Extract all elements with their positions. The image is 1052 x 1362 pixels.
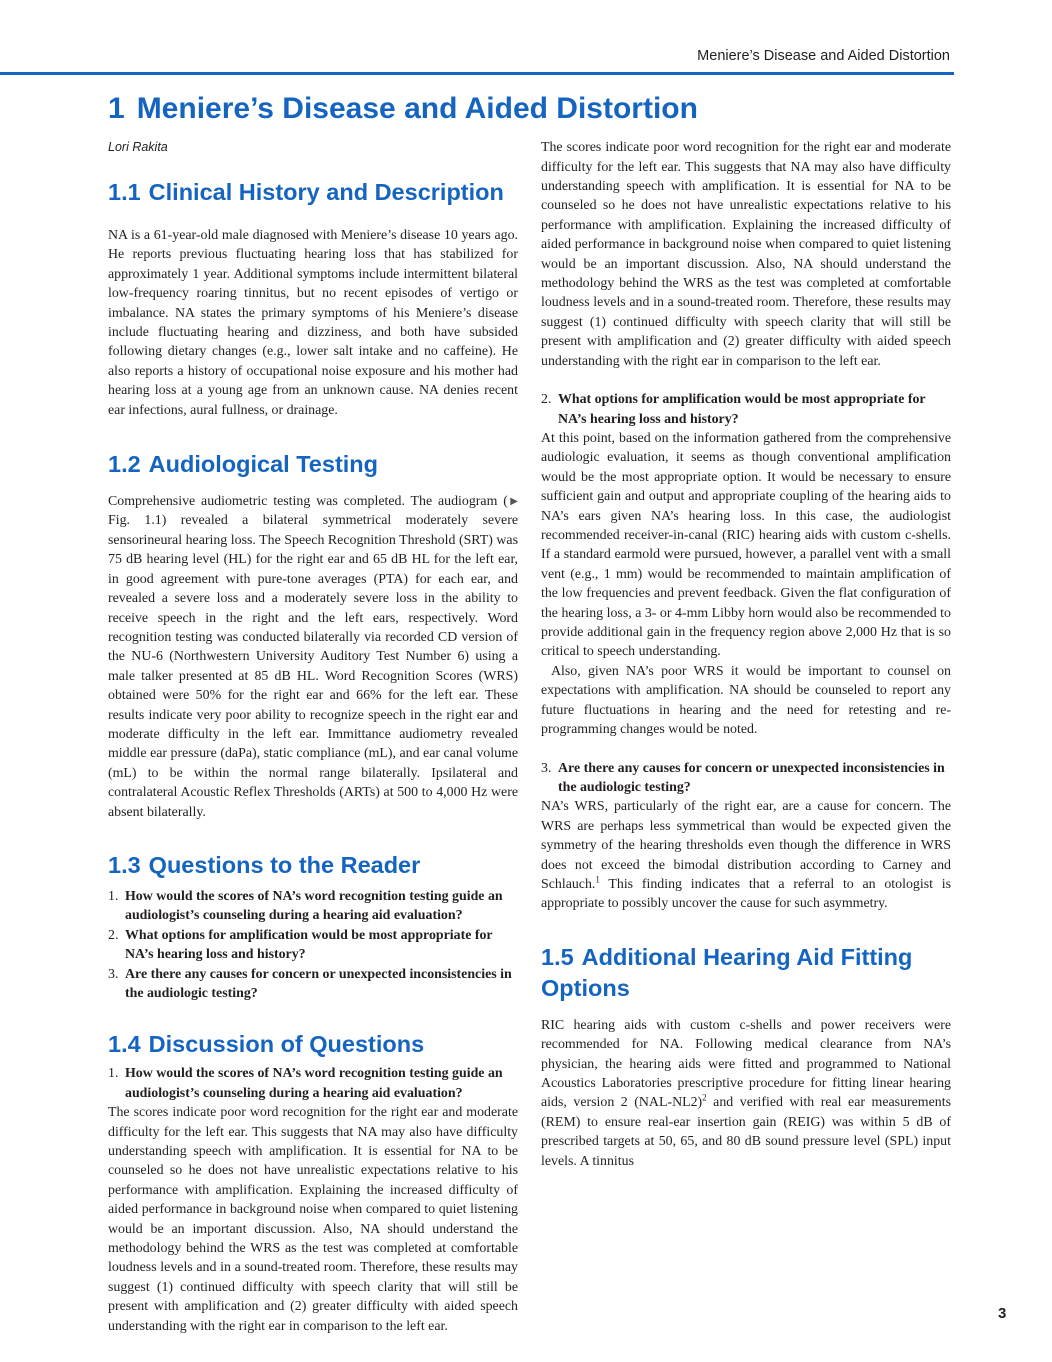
author: Lori Rakita: [108, 140, 168, 154]
paragraph-audiological-testing: [108, 492, 518, 822]
figure-reference[interactable]: Fig. 1.1: [108, 513, 162, 529]
left-column: [108, 177, 518, 1334]
section-title: Additional Hearing Aid Fitting Options: [541, 943, 913, 1001]
answer-1-continuation: [541, 140, 951, 371]
question-item: [108, 965, 518, 1004]
section-title: Questions to the Reader: [148, 851, 421, 878]
figure-link-arrow-icon: ▶: [507, 496, 518, 508]
page-number: 3: [998, 1305, 1007, 1322]
chapter-title-text: Meniere’s Disease and Aided Distortion: [136, 92, 698, 125]
answer-2-paragraph-1: At this point, based on the information gathered from the comprehensive audiologic evaluation, it seems as though conventional amplification would be the most appropriate option. It would be necessary to ensure sufficient gain and output and appropriate coupling of the hearing aids to NA’s ears given NA’s hearing loss. In this case, the audiologist recommended receiver-in-canal (RIC) hearing aids with custom c-shells. If a standard earmold were pursued, however, a parallel vent with a small vent (e.g., 1 mm) would be recommended to maintain amplification of the low frequencies and prevent feedback. Given the flat configuration of the hearing loss, a 3- or 4-mm Libby horn would also be recommended to provide additional gain in the frequency region above 2,000 Hz that is so critical to speech understanding.: [541, 431, 951, 660]
paragraph-text: Comprehensive audiometric testing was completed. The audiogram (: [108, 494, 508, 510]
question-item: [541, 759, 951, 798]
answer-2-paragraph-2: Also, given NA’s poor WRS it would be important to counsel on expectations with amplification. NA should be counseled to report any future fluctuations in hearing and the need for retesting and re-programming changes would be noted.: [541, 663, 951, 738]
question-number: 2.: [108, 927, 119, 943]
header-rule: [0, 72, 954, 75]
chapter-title: [108, 92, 698, 126]
section-number: 1.4: [108, 1031, 141, 1058]
question-number: 3.: [108, 966, 119, 982]
section-number: 1.1: [108, 179, 141, 205]
paragraph-text: and verified with real ear measurements (REM) to ensure real-ear insertion gain (REIG) was within 5 dB of prescribed targets at 50, 65, and 80 dB sound pressure level (SPL) input levels. A tinnitus: [541, 1095, 951, 1169]
question-number: 1.: [108, 1066, 119, 1082]
answer-3: [541, 797, 951, 913]
answer-1: The scores indicate poor word recognition for the right ear and moderate difficulty for the left ear. This suggests that NA may also have difficulty understanding speech with amplification. It is essential for NA to be counseled so he does not have unrealistic expectations relative to his performance with amplification. Explaining the increased difficulty of aided performance in background noise when compared to quiet listening would be an important discussion. Also, NA should understand the methodology behind the WRS as the test was completed at comfortable loudness levels and in a sound-treated room. Therefore, these results may suggest (1) continued difficulty with speech clarity that will still be present with amplification and (2) greater difficulty with aided speech understanding with the right ear in comparison to the left ear.: [108, 1105, 518, 1334]
section-title: Clinical History and Description: [148, 179, 504, 205]
paragraph-text: NA’s WRS, particularly of the right ear, are a cause for concern. The WRS are perhaps less symmetrical than would be expected given the symmetry of the hearing thresholds even though the difference in WRS does not exceed the bimodal distribution according to Carney and Schlauch.: [541, 799, 951, 892]
paragraph-text: This finding indicates that a referral to an otologist is appropriate to possibly uncover the cause for such asymmetry.: [541, 876, 951, 912]
section-heading-1-4: [108, 1029, 518, 1060]
question-text: Are there any causes for concern or unexpected inconsistencies in the audiologic testing?: [125, 966, 512, 1001]
discussion-question-2: [541, 390, 951, 429]
question-number: 3.: [541, 760, 552, 776]
section-heading-1-1: [108, 177, 518, 208]
question-item: [108, 1064, 518, 1103]
question-number: 1.: [108, 888, 119, 904]
section-heading-1-5: [541, 942, 951, 1004]
section-heading-1-3: [108, 850, 518, 881]
question-list: [108, 887, 518, 1003]
question-text: What options for amplification would be most appropriate for NA’s hearing loss and history?: [125, 927, 493, 963]
discussion-question-1: [108, 1064, 518, 1103]
question-text: What options for amplification would be most appropriate for NA’s hearing loss and history?: [558, 392, 926, 427]
paragraph-text: ) revealed a bilateral symmetrical moderately severe sensorineural hearing loss. The Speech Recognition Threshold (SRT) was 75 dB hearing level (HL) for the right ear and 65 dB HL for the left ear, in good agreement with pure-tone averages (PTA) for each ear, and revealed a severe loss and a moderately severe loss in the ability to receive speech in the right and the left ears, respectively. Word recognition testing was conducted bilaterally via recorded CD version of the NU-6 (Northwestern University Auditory Test Number 6) using a male talker presented at 85 dB HL. Word Recognition Scores (WRS) obtained were 50% for the right ear and 66% for the left ear. These results indicate very poor ability to recognize speech in the right ear and moderate difficulty in the left ear. Immittance audiometry revealed middle ear pressure (daPa), static compliance (mL), and ear canal volume (mL) to be within the normal range bilaterally. Ipsilateral and contralateral Acoustic Reflex Thresholds (ARTs) at 500 to 4,000 Hz were absent bilaterally.: [108, 513, 518, 820]
question-item: [108, 887, 518, 926]
running-head: Meniere’s Disease and Aided Distortion: [697, 48, 950, 64]
section-heading-1-2: [108, 449, 518, 480]
question-text: Are there any causes for concern or unexpected inconsistencies in the audiologic testing?: [558, 760, 945, 795]
section-number: 1.2: [108, 451, 141, 478]
right-column: [541, 140, 951, 1171]
citation-superscript[interactable]: 1: [595, 874, 600, 885]
section-title: Discussion of Questions: [148, 1031, 425, 1058]
question-item: [108, 926, 518, 965]
discussion-question-3: [541, 759, 951, 798]
chapter-number: 1: [108, 92, 125, 125]
question-text: How would the scores of NA’s word recognition testing guide an audiologist’s counseling during a hearing aid evaluation?: [125, 888, 503, 924]
question-number: 2.: [541, 392, 552, 408]
section-title: Audiological Testing: [148, 451, 379, 478]
question-text: How would the scores of NA’s word recognition testing guide an audiologist’s counseling during a hearing aid evaluation?: [125, 1066, 503, 1101]
paragraph-text: RIC hearing aids with custom c-shells and power receivers were recommended for NA. Following medical clearance from NA’s physician, the hearing aids were fitted and programmed to National Acoustics Laboratories prescriptive procedure for fitting linear hearing aids, version 2 (NAL-NL2): [541, 1017, 951, 1111]
section-number: 1.5: [541, 943, 574, 970]
section-number: 1.3: [108, 851, 141, 878]
answer-1-continued-text: The scores indicate poor word recognition for the right ear and moderate difficulty for the left ear. This suggests that NA may also have difficulty understanding speech with amplification. It is essential for NA to be counseled so he does not have unrealistic expectations relative to his performance with amplification. Explaining the increased difficulty of aided performance in background noise when compared to quiet listening would be an important discussion. Also, NA should understand the methodology behind the WRS as the test was completed at comfortable loudness levels and in a sound-treated room. Therefore, these results may suggest (1) continued difficulty with speech clarity that will still be present with amplification and (2) greater difficulty with aided speech understanding with the right ear in comparison to the left ear.: [541, 140, 951, 369]
paragraph-clinical-history: NA is a 61-year-old male diagnosed with Meniere’s disease 10 years ago. He reports previous fluctuating hearing loss that has stabilized for approximately 1 year. Additional symptoms include intermittent bilateral low-frequency roaring tinnitus, but no recent episodes of vertigo or imbalance. NA states the primary symptoms of his Meniere’s disease include fluctuating hearing and dizziness, and both have subsided following dietary changes (e.g., lower salt intake and no caffeine). He also reports a history of occupational noise exposure and his mother had hearing loss at a young age from an unknown cause. NA denies recent ear infections, aural fullness, or drainage.: [108, 228, 518, 418]
question-item: [541, 390, 951, 429]
citation-superscript[interactable]: 2: [702, 1092, 707, 1103]
paragraph-fitting-options: [541, 1016, 951, 1171]
